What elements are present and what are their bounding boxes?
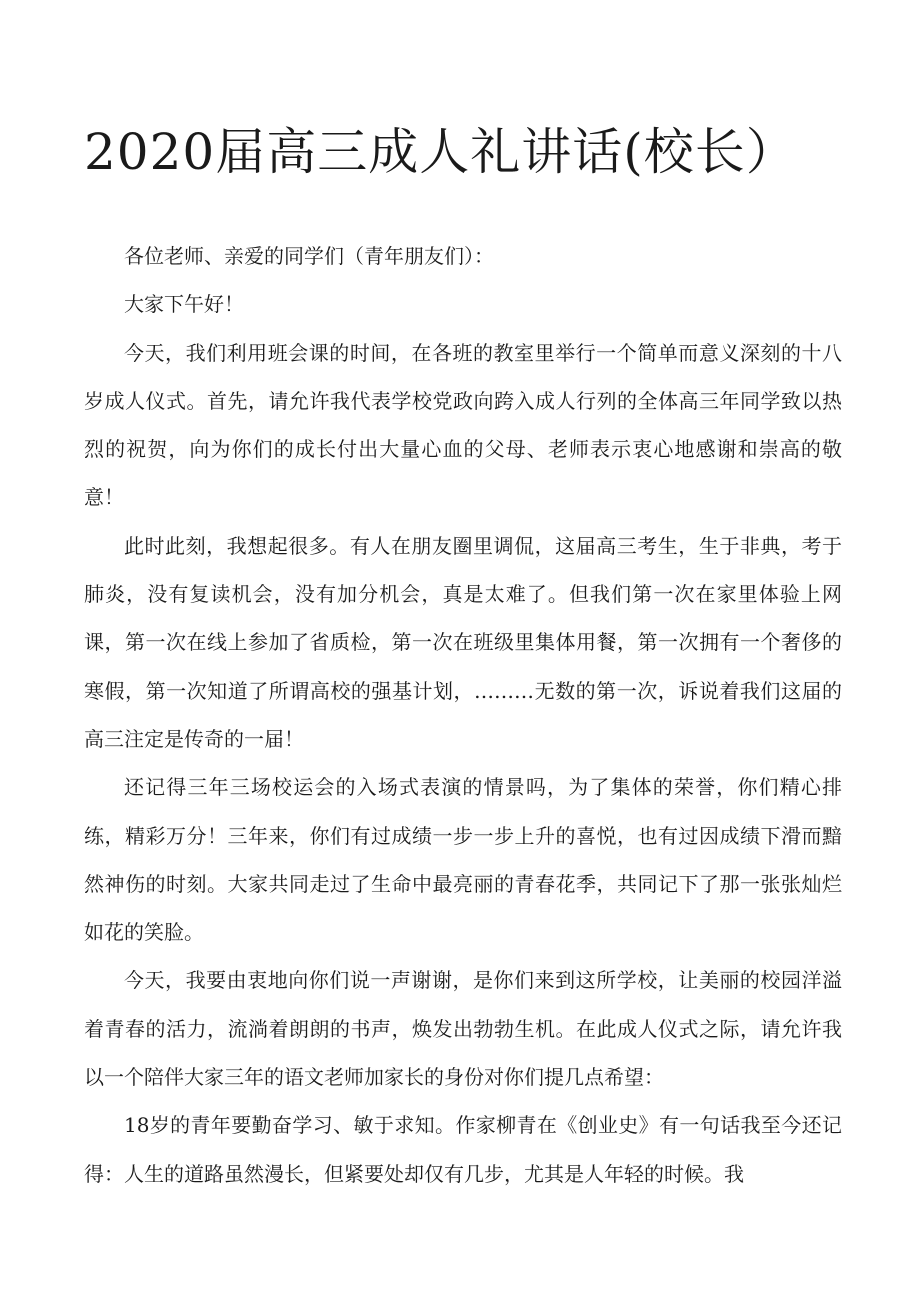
- paragraph-memories: 还记得三年三场校运会的入场式表演的情景吗，为了集体的荣誉，你们精心排练，精彩万分！三年来，你们有过成绩一步一步上升的喜悦，也有过因成绩下滑而黯然神伤的时刻。大家共同走过了生命中最亮丽的青春花季，共同记下了那一张张灿烂如花的笑脸。: [84, 775, 842, 945]
- paragraph-salutation: 各位老师、亲爱的同学们（青年朋友们）：: [124, 244, 494, 268]
- document-title: 2020届高三成人礼讲话(校长）: [84, 123, 797, 181]
- paragraph-firsts: 此时此刻，我想起很多。有人在朋友圈里调侃，这届高三考生，生于非典，考于肺炎，没有复读机会，没有加分机会，真是太难了。但我们第一次在家里体验上网课，第一次在线上参加了省质检，第一次在班级里集体用餐，第一次拥有一个奢侈的寒假，第一次知道了所谓高校的强基计划，………无数的第一次，诉说着我们这届的高三注定是传奇的一届！: [84, 533, 842, 751]
- paragraph-ceremony: 今天，我们利用班会课的时间，在各班的教室里举行一个简单而意义深刻的十八岁成人仪式。首先，请允许我代表学校党政向跨入成人行列的全体高三年同学致以热烈的祝贺，向为你们的成长付出大量心血的父母、老师表示衷心地感谢和崇高的敬意！: [84, 340, 842, 510]
- paragraph-gratitude: 今天，我要由衷地向你们说一声谢谢，是你们来到这所学校，让美丽的校园洋溢着青春的活力，流淌着朗朗的书声，焕发出勃勃生机。在此成人仪式之际，请允许我以一个陪伴大家三年的语文老师加家长的身份对你们提几点希望：: [84, 968, 842, 1090]
- paragraph-study: 18岁的青年要勤奋学习、敏于求知。作家柳青在《创业史》有一句话我至今还记得：人生的道路虽然漫长，但紧要处却仅有几步，尤其是人年轻的时候。我: [84, 1113, 842, 1186]
- document-body: [84, 232, 842, 1198]
- paragraph-greeting: 大家下午好！: [124, 292, 244, 317]
